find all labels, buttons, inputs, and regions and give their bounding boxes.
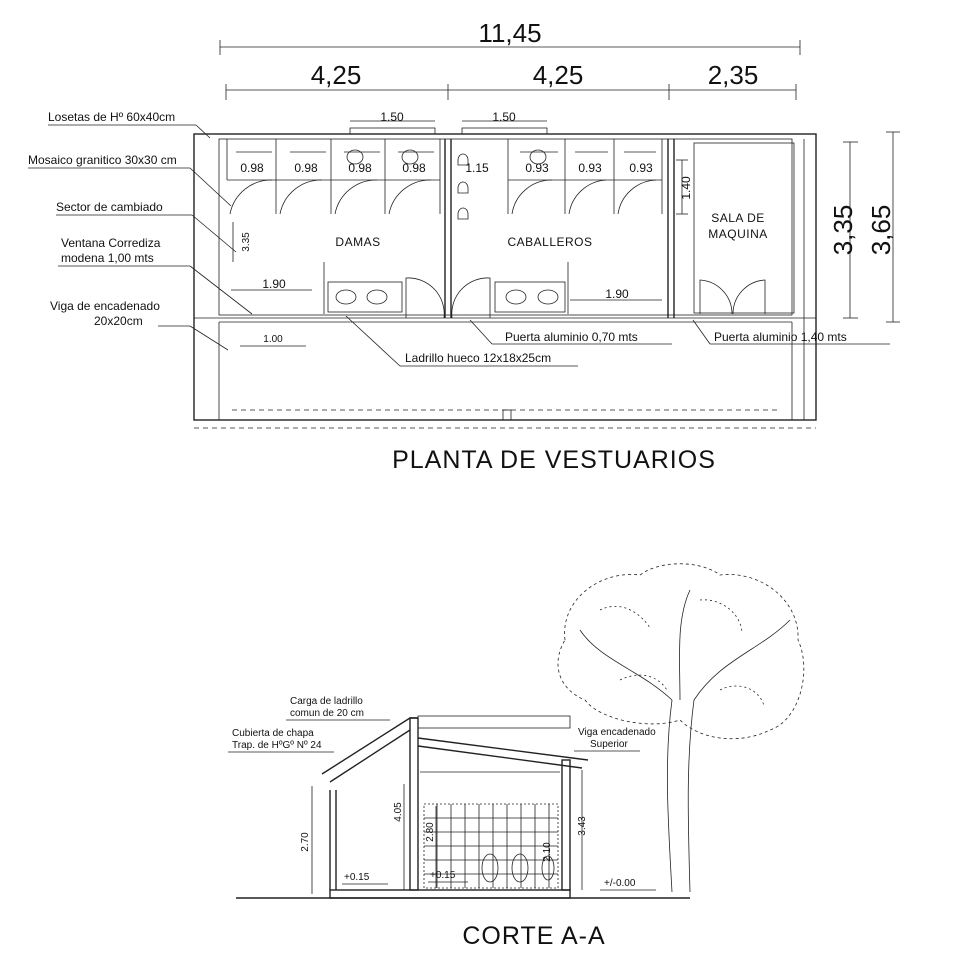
dim-405: 4.05 — [393, 802, 404, 822]
note-carga-2: comun de 20 cm — [290, 708, 364, 719]
room-caballeros: CABALLEROS — [507, 235, 593, 249]
stall-dim-l4: 0.98 — [402, 161, 426, 175]
dim-inner-height: 3,35 — [828, 204, 858, 256]
note-mosaico: Mosaico granitico 30x30 cm — [28, 153, 177, 167]
dim-seg3: 2,35 — [707, 60, 759, 90]
dim-seg2: 4,25 — [532, 60, 584, 90]
dim-210: 2.10 — [542, 842, 553, 862]
note-viga-sup-1: Viga encadenado — [578, 727, 656, 738]
dim-335-left: 3.35 — [241, 232, 252, 252]
room-damas: DAMAS — [335, 235, 381, 249]
stall-dim-l3: 0.98 — [348, 161, 372, 175]
dim-343: 3.43 — [577, 816, 588, 836]
note-viga-1: Viga de encadenado — [50, 299, 160, 313]
stall-dim-r4: 0.93 — [629, 161, 653, 175]
window-dim-left: 1.50 — [380, 110, 404, 124]
section-notes — [228, 696, 656, 752]
section-title: CORTE A-A — [462, 922, 606, 950]
note-ventana-1: Ventana Corrediza — [61, 236, 161, 250]
dim-190-right: 1.90 — [605, 287, 629, 301]
note-puerta-140: Puerta aluminio 1,40 mts — [714, 330, 847, 344]
room-sala-1: SALA DE — [711, 211, 765, 225]
dim-190-left: 1.90 — [262, 277, 286, 291]
dim-270: 2.70 — [300, 832, 311, 852]
note-viga-sup-2: Superior — [590, 739, 628, 750]
note-puerta-070: Puerta aluminio 0,70 mts — [505, 330, 638, 344]
note-carga-1: Carga de ladrillo — [290, 696, 363, 707]
level-0: +/-0.00 — [604, 878, 636, 889]
note-ventana-2: modena 1,00 mts — [61, 251, 154, 265]
window-dim-right: 1.50 — [492, 110, 516, 124]
note-cubierta-1: Cubierta de chapa — [232, 728, 314, 739]
stall-dim-r2: 0.93 — [525, 161, 549, 175]
plan-stalls-caballeros — [458, 139, 662, 219]
plan-stalls-damas — [227, 139, 440, 214]
dim-100: 1.00 — [263, 334, 283, 345]
note-ladrillo: Ladrillo hueco 12x18x25cm — [405, 351, 552, 365]
note-cubierta-2: Trap. de HºGº Nº 24 — [232, 740, 322, 751]
note-sector: Sector de cambiado — [56, 200, 163, 214]
plan-right-dimensions — [828, 132, 900, 322]
room-sala-2: MAQUINA — [708, 227, 768, 241]
plan-title: PLANTA DE VESTUARIOS — [392, 446, 716, 474]
note-viga-2: 20x20cm — [94, 314, 143, 328]
dim-140: 1.40 — [679, 176, 693, 200]
dim-280: 2.80 — [425, 822, 436, 842]
plan-doors-sinks — [231, 222, 662, 346]
stall-dim-r1: 1.15 — [465, 161, 489, 175]
stall-dim-l1: 0.98 — [240, 161, 264, 175]
note-losetas: Losetas de Hº 60x40cm — [48, 110, 176, 124]
stall-dim-l2: 0.98 — [294, 161, 318, 175]
dim-seg1: 4,25 — [310, 60, 362, 90]
dim-outer-height: 3,65 — [866, 204, 896, 256]
plan-walls — [194, 110, 816, 428]
plan-top-dimensions — [220, 18, 800, 100]
dim-total: 11,45 — [478, 18, 542, 48]
level-2: +0.15 — [430, 870, 456, 881]
level-1: +0.15 — [344, 872, 370, 883]
stall-dim-r3: 0.93 — [578, 161, 602, 175]
